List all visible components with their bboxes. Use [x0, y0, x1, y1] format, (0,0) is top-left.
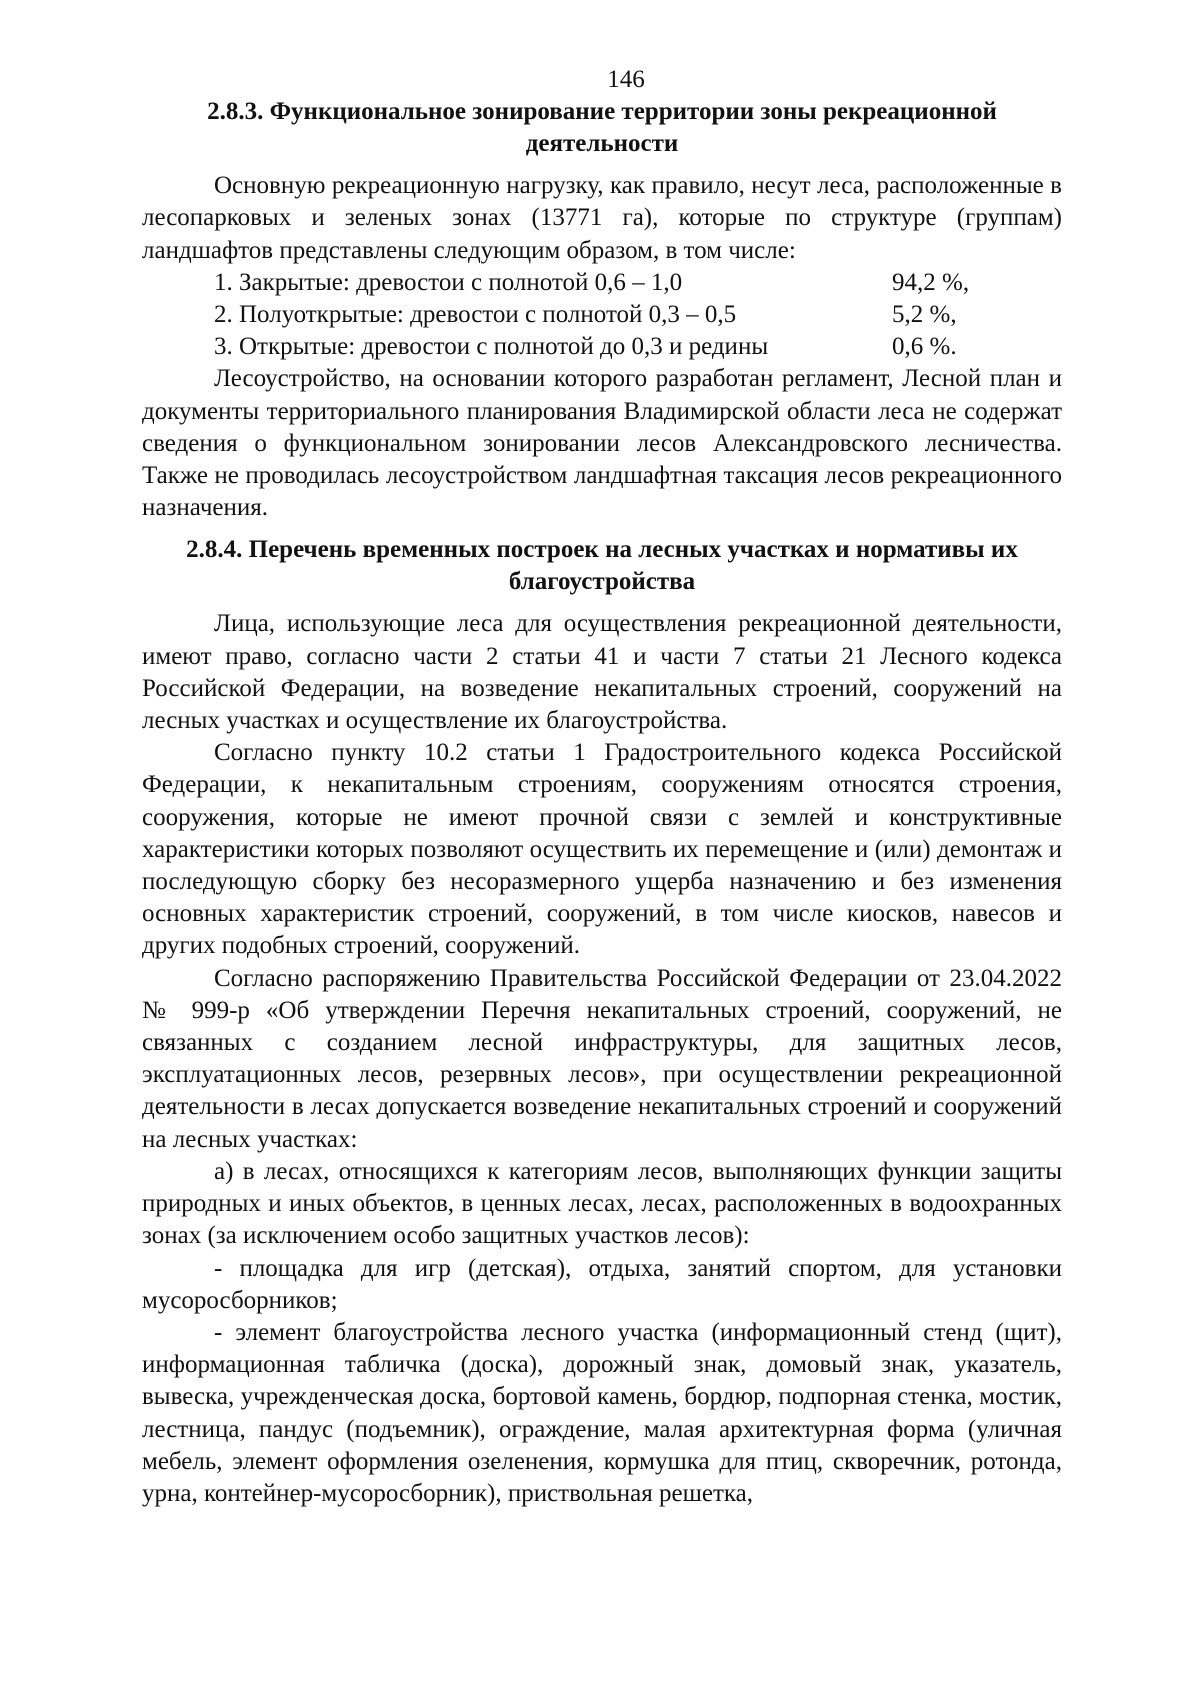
- section-2-8-4-paragraph: Согласно пункту 10.2 статьи 1 Градостроительного кодекса Российской Федерации, к некапитальным строениям, сооружениям относятся строения, сооружения, которые не имеют прочной связи с землей и конструктивные характеристики которых позволяют осуществить их перемещение и (или) демонтаж и последующую сборку без несоразмерного ущерба назначению и без изменения основных характеристик строений, сооружений, в том числе киосков, навесов и других подобных строений, сооружений.: [142, 739, 1062, 960]
- landscape-group-row: [214, 299, 1062, 331]
- document-page: [142, 64, 1062, 1510]
- section-2-8-4-paragraph: Лица, использующие леса для осуществления рекреационной деятельности, имеют право, согласно части 2 статьи 41 и части 7 статьи 21 Лесного кодекса Российской Федерации, на возведение некапитальных строений, сооружений на лесных участках и осуществление их благоустройства.: [142, 610, 1062, 735]
- section-heading-2-8-4: 2.8.4. Перечень временных построек на лесных участках и нормативы их благоустройства: [186, 536, 1018, 596]
- section-2-8-4-paragraph: а) в лесах, относящихся к категориям лесов, выполняющих функции защиты природных и иных объектов, в ценных лесах, лесах, расположенных в водоохранных зонах (за исключением особо защитных участков лесов):: [142, 1157, 1062, 1250]
- section-2-8-3-intro: Основную рекреационную нагрузку, как правило, несут леса, расположенные в лесопарковых и зеленых зонах (13771 га), которые по структуре (группам) ландшафтов представлены следующим образом, в том числе:: [142, 172, 1062, 264]
- page-number: 146: [607, 66, 645, 93]
- spacer: [142, 524, 1062, 534]
- landscape-group-label: 1. Закрытые: древостои с полнотой 0,6 – 1,0: [214, 268, 683, 296]
- landscape-group-percent: 94,2 %,: [892, 268, 970, 296]
- landscape-group-row: [214, 331, 1062, 363]
- landscape-group-row: [214, 267, 1062, 299]
- section-2-8-4-paragraph: - элемент благоустройства лесного участка (информационный стенд (щит), информационная табличка (доска), дорожный знак, домовый знак, указатель, вывеска, учрежденческая доска, бортовой камень, бордюр, подпорная стенка, мостик, лестница, пандус (подъемник), ограждение, малая архитектурная форма (уличная мебель, элемент оформления озеленения, кормушка для птиц, скворечник, ротонда, урна, контейнер-мусоросборник), приствольная решетка,: [142, 1318, 1062, 1507]
- spacer: [142, 160, 1062, 170]
- landscape-group-label: 3. Открытые: древостои с полнотой до 0,3 и редины: [214, 333, 769, 361]
- landscape-group-percent: 5,2 %,: [892, 301, 957, 329]
- section-2-8-4-paragraph: Согласно распоряжению Правительства Российской Федерации от 23.04.2022 № 999-р «Об утверждении Перечня некапитальных строений, сооружений, не связанных с созданием лесной инфраструктуры, для защитных лесов, эксплуатационных лесов, резервных лесов», при осуществлении рекреационной деятельности в лесах допускается возведение некапитальных строений и сооружений на лесных участках:: [142, 964, 1062, 1153]
- section-2-8-3-closing: Лесоустройство, на основании которого разработан регламент, Лесной план и документы территориального планирования Владимирской области леса не содержат сведения о функциональном зонировании лесов Александровского лесничества. Также не проводилась лесоустройством ландшафтная таксация лесов рекреационного назначения.: [142, 365, 1062, 522]
- section-heading-2-8-3: 2.8.3. Функциональное зонирование территории зоны рекреационной деятельности: [207, 98, 997, 158]
- spacer: [142, 598, 1062, 608]
- landscape-group-label: 2. Полуоткрытые: древостои с полнотой 0,3 – 0,5: [214, 301, 737, 329]
- section-2-8-4-paragraph: - площадка для игр (детская), отдыха, занятий спортом, для установки мусоросборников;: [142, 1254, 1062, 1314]
- landscape-group-percent: 0,6 %.: [892, 333, 957, 361]
